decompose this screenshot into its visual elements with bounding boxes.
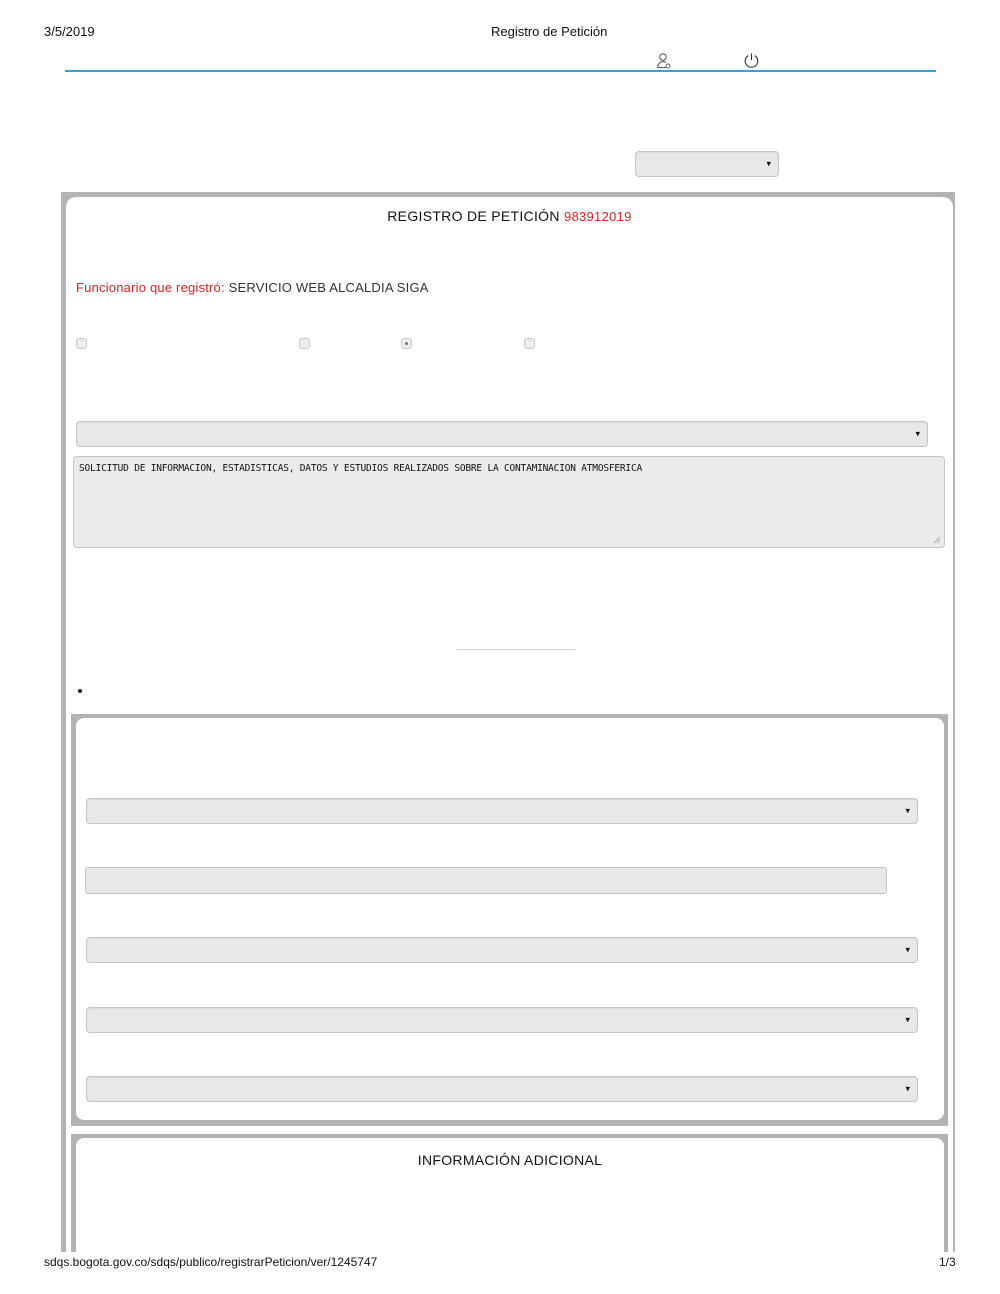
registro-number: 983912019 <box>563 209 632 224</box>
chevron-down-icon: ▾ <box>766 158 771 169</box>
info-adicional-title: INFORMACIÓN ADICIONAL <box>417 1152 603 1168</box>
option-radio-2[interactable] <box>299 338 310 349</box>
funcionario-row <box>76 280 429 295</box>
chevron-down-icon: ▾ <box>915 428 920 439</box>
print-page-title: Registro de Petición <box>491 24 608 39</box>
print-url: sdqs.bogota.gov.co/sdqs/publico/registrarPeticion/ver/1245747 <box>44 1255 378 1269</box>
chevron-down-icon: ▾ <box>905 944 910 955</box>
tipo-peticion-select[interactable] <box>76 421 928 447</box>
header-divider <box>65 70 936 72</box>
chevron-down-icon: ▾ <box>905 805 910 816</box>
resize-handle-icon[interactable] <box>932 535 941 544</box>
power-icon[interactable] <box>743 52 760 69</box>
user-icon[interactable] <box>655 52 672 69</box>
divider <box>457 649 575 650</box>
ubicacion-select-1[interactable] <box>86 798 918 824</box>
chevron-down-icon: ▾ <box>905 1083 910 1094</box>
ubicacion-select-2[interactable] <box>86 937 918 963</box>
funcionario-value: SERVICIO WEB ALCALDIA SIGA <box>228 280 429 295</box>
list-bullet <box>78 689 82 693</box>
chevron-down-icon: ▾ <box>905 1014 910 1025</box>
ubicacion-select-4[interactable] <box>86 1076 918 1102</box>
registro-title: REGISTRO DE PETICIÓN <box>387 208 560 224</box>
ubicacion-select-3[interactable] <box>86 1007 918 1033</box>
print-date: 3/5/2019 <box>44 24 95 39</box>
funcionario-label: Funcionario que registró: <box>76 280 225 295</box>
direccion-input[interactable] <box>85 867 887 894</box>
print-page-number: 1/3 <box>939 1255 956 1269</box>
option-radio-3[interactable] <box>401 338 412 349</box>
language-select[interactable] <box>635 151 779 177</box>
option-radio-1[interactable] <box>76 338 87 349</box>
page-title <box>66 208 953 224</box>
ubicacion-panel <box>76 718 944 1120</box>
option-radio-4[interactable] <box>524 338 535 349</box>
asunto-text: SOLICITUD DE INFORMACION, ESTADISTICAS, DATOS Y ESTUDIOS REALIZADOS SOBRE LA CONTAMINACION ATMOSFERICA <box>79 463 642 474</box>
asunto-textarea[interactable] <box>73 456 945 548</box>
